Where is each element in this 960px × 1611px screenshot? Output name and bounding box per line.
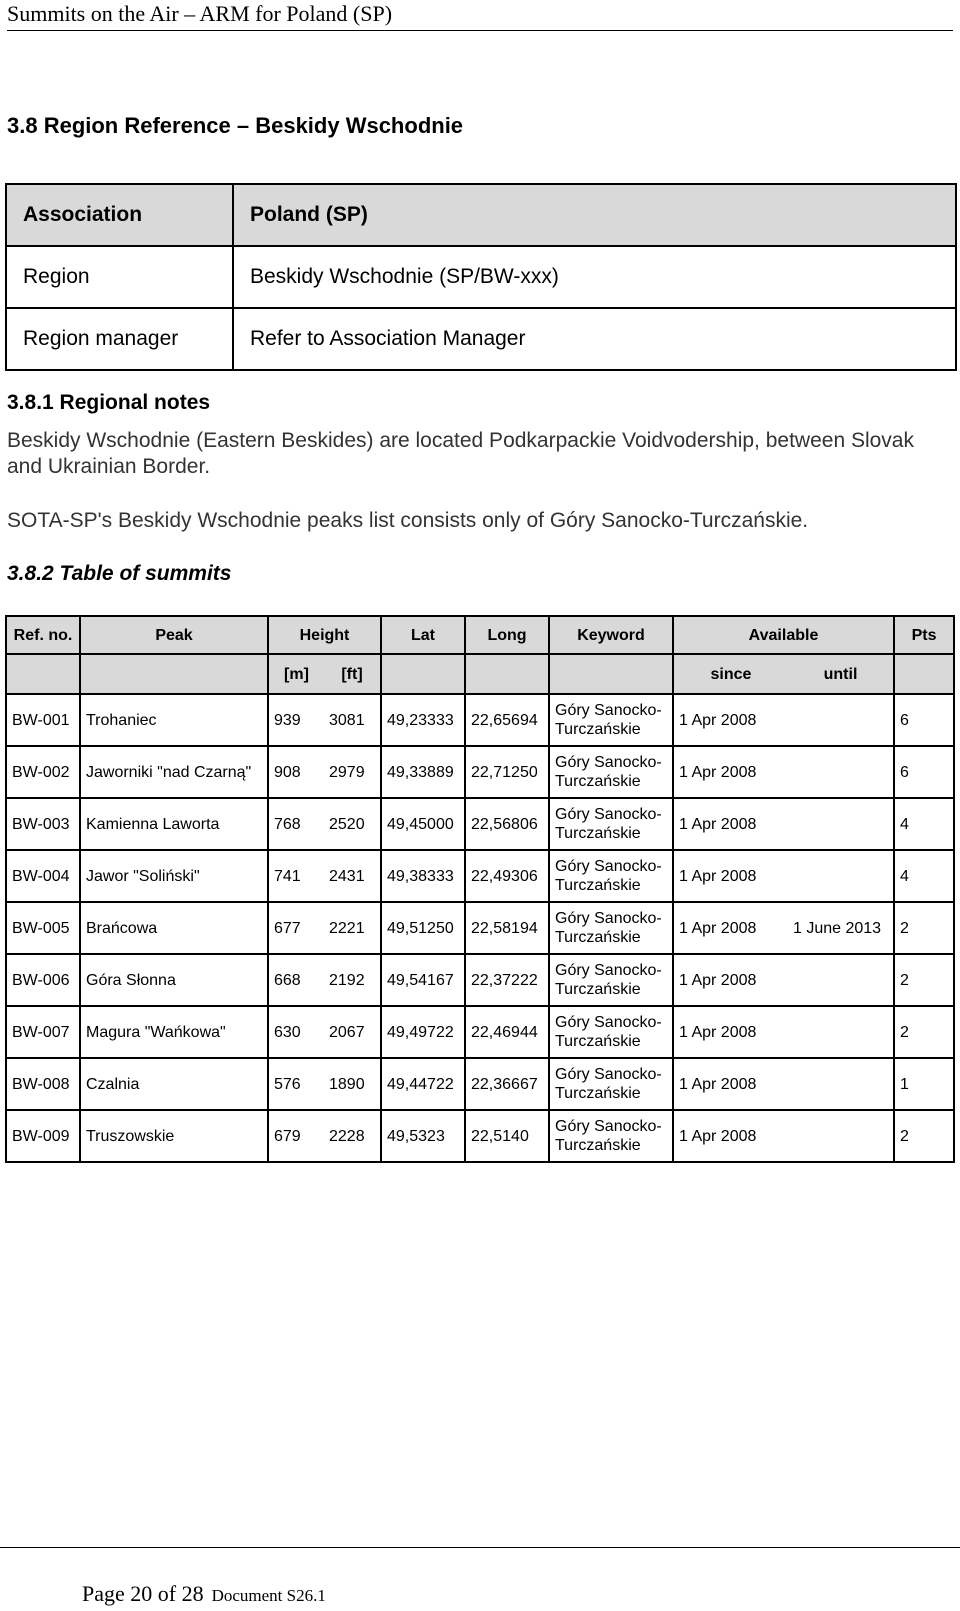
cell-long: 22,36667 [465, 1058, 549, 1110]
cell-since: 1 Apr 2008 [673, 694, 788, 746]
cell-peak: Góra Słonna [80, 954, 268, 1006]
header-cell-empty [894, 654, 954, 694]
cell-peak: Truszowskie [80, 1110, 268, 1162]
cell-lat: 49,45000 [381, 798, 465, 850]
header-cell-empty [549, 654, 673, 694]
cell-ref: BW-004 [6, 850, 80, 902]
cell-pts: 4 [894, 850, 954, 902]
region-manager-value: Refer to Association Manager [233, 308, 956, 370]
header-cell-empty [6, 654, 80, 694]
cell-lat: 49,38333 [381, 850, 465, 902]
cell-long: 22,37222 [465, 954, 549, 1006]
summits-table [5, 615, 955, 1163]
cell-since: 1 Apr 2008 [673, 954, 788, 1006]
cell-peak: Czalnia [80, 1058, 268, 1110]
cell-long: 22,56806 [465, 798, 549, 850]
col-long-header: Long [465, 616, 549, 654]
table-row [6, 1058, 954, 1110]
cell-ref: BW-003 [6, 798, 80, 850]
cell-lat: 49,5323 [381, 1110, 465, 1162]
col-lat-header: Lat [381, 616, 465, 654]
document-header [7, 0, 953, 31]
col-m-header: [m] [268, 654, 324, 694]
cell-peak: Jaworniki "nad Czarną" [80, 746, 268, 798]
cell-since: 1 Apr 2008 [673, 746, 788, 798]
cell-height-ft: 3081 [324, 694, 381, 746]
cell-until [788, 694, 894, 746]
document-header-title: Summits on the Air – ARM for Poland (SP) [7, 1, 393, 26]
cell-height-m: 939 [268, 694, 324, 746]
cell-height-ft: 2192 [324, 954, 381, 1006]
regional-notes-paragraph-1: Beskidy Wschodnie (Eastern Beskides) are located Podkarpackie Voidvodership, between Slovak and Ukrainian Border. [7, 429, 914, 478]
cell-height-m: 677 [268, 902, 324, 954]
col-peak-header: Peak [80, 616, 268, 654]
cell-lat: 49,49722 [381, 1006, 465, 1058]
page-footer [82, 1582, 326, 1609]
association-table [5, 183, 957, 371]
cell-peak: Kamienna Laworta [80, 798, 268, 850]
association-label: Association [6, 184, 233, 246]
region-row [6, 246, 956, 308]
summits-header-row-2 [6, 654, 954, 694]
cell-height-m: 741 [268, 850, 324, 902]
cell-peak: Brańcowa [80, 902, 268, 954]
cell-pts: 6 [894, 746, 954, 798]
cell-pts: 2 [894, 1006, 954, 1058]
cell-keyword: Góry Sanocko-Turczańskie [549, 850, 673, 902]
cell-height-m: 908 [268, 746, 324, 798]
header-cell-empty [80, 654, 268, 694]
cell-long: 22,49306 [465, 850, 549, 902]
region-label: Region [6, 246, 233, 308]
cell-since: 1 Apr 2008 [673, 798, 788, 850]
cell-lat: 49,23333 [381, 694, 465, 746]
regional-notes-heading: 3.8.1 Regional notes [7, 391, 211, 414]
cell-height-ft: 2520 [324, 798, 381, 850]
cell-ref: BW-006 [6, 954, 80, 1006]
summits-header-row-1 [6, 616, 954, 654]
cell-keyword: Góry Sanocko-Turczańskie [549, 954, 673, 1006]
cell-lat: 49,54167 [381, 954, 465, 1006]
cell-keyword: Góry Sanocko-Turczańskie [549, 902, 673, 954]
cell-until [788, 798, 894, 850]
cell-pts: 6 [894, 694, 954, 746]
cell-ref: BW-002 [6, 746, 80, 798]
cell-height-m: 668 [268, 954, 324, 1006]
cell-pts: 2 [894, 954, 954, 1006]
cell-until [788, 1058, 894, 1110]
cell-height-ft: 1890 [324, 1058, 381, 1110]
cell-long: 22,71250 [465, 746, 549, 798]
col-keyword-header: Keyword [549, 616, 673, 654]
cell-height-ft: 2431 [324, 850, 381, 902]
col-height-header: Height [268, 616, 381, 654]
cell-height-m: 630 [268, 1006, 324, 1058]
cell-since: 1 Apr 2008 [673, 902, 788, 954]
cell-long: 22,5140 [465, 1110, 549, 1162]
cell-ref: BW-007 [6, 1006, 80, 1058]
cell-height-m: 679 [268, 1110, 324, 1162]
cell-until [788, 746, 894, 798]
cell-peak: Jawor "Soliński" [80, 850, 268, 902]
cell-lat: 49,44722 [381, 1058, 465, 1110]
cell-pts: 4 [894, 798, 954, 850]
cell-ref: BW-008 [6, 1058, 80, 1110]
col-available-header: Available [673, 616, 894, 654]
cell-long: 22,58194 [465, 902, 549, 954]
table-row [6, 746, 954, 798]
cell-lat: 49,51250 [381, 902, 465, 954]
association-value: Poland (SP) [233, 184, 956, 246]
cell-height-ft: 2221 [324, 902, 381, 954]
col-ref-header: Ref. no. [6, 616, 80, 654]
cell-keyword: Góry Sanocko-Turczańskie [549, 1110, 673, 1162]
cell-ref: BW-009 [6, 1110, 80, 1162]
table-row [6, 798, 954, 850]
region-value: Beskidy Wschodnie (SP/BW-xxx) [233, 246, 956, 308]
cell-ref: BW-005 [6, 902, 80, 954]
cell-height-ft: 2067 [324, 1006, 381, 1058]
cell-height-m: 768 [268, 798, 324, 850]
cell-until [788, 1110, 894, 1162]
cell-peak: Trohaniec [80, 694, 268, 746]
table-row [6, 850, 954, 902]
summits-table-heading: 3.8.2 Table of summits [7, 562, 232, 585]
cell-height-ft: 2228 [324, 1110, 381, 1162]
cell-since: 1 Apr 2008 [673, 1058, 788, 1110]
cell-pts: 2 [894, 1110, 954, 1162]
footer-divider [0, 1547, 960, 1548]
col-pts-header: Pts [894, 616, 954, 654]
cell-height-ft: 2979 [324, 746, 381, 798]
table-row [6, 694, 954, 746]
cell-keyword: Góry Sanocko-Turczańskie [549, 1006, 673, 1058]
cell-pts: 2 [894, 902, 954, 954]
header-cell-empty [465, 654, 549, 694]
page-number: Page 20 of 28 [82, 1581, 204, 1606]
cell-lat: 49,33889 [381, 746, 465, 798]
cell-since: 1 Apr 2008 [673, 1006, 788, 1058]
cell-keyword: Góry Sanocko-Turczańskie [549, 1058, 673, 1110]
cell-long: 22,46944 [465, 1006, 549, 1058]
cell-keyword: Góry Sanocko-Turczańskie [549, 746, 673, 798]
cell-pts: 1 [894, 1058, 954, 1110]
region-manager-row [6, 308, 956, 370]
regional-notes-paragraph-2: SOTA-SP's Beskidy Wschodnie peaks list consists only of Góry Sanocko-Turczańskie. [7, 509, 809, 532]
cell-since: 1 Apr 2008 [673, 1110, 788, 1162]
section-title: 3.8 Region Reference – Beskidy Wschodnie [7, 113, 464, 138]
table-row [6, 1006, 954, 1058]
table-row [6, 902, 954, 954]
cell-until [788, 850, 894, 902]
header-cell-empty [381, 654, 465, 694]
table-row [6, 1110, 954, 1162]
association-row [6, 184, 956, 246]
cell-keyword: Góry Sanocko-Turczańskie [549, 694, 673, 746]
cell-height-m: 576 [268, 1058, 324, 1110]
col-until-header: until [788, 654, 894, 694]
col-ft-header: [ft] [324, 654, 381, 694]
document-id: Document S26.1 [211, 1586, 326, 1605]
cell-keyword: Góry Sanocko-Turczańskie [549, 798, 673, 850]
cell-peak: Magura "Wańkowa" [80, 1006, 268, 1058]
table-row [6, 954, 954, 1006]
cell-ref: BW-001 [6, 694, 80, 746]
cell-long: 22,65694 [465, 694, 549, 746]
cell-until: 1 June 2013 [788, 902, 894, 954]
col-since-header: since [673, 654, 788, 694]
region-manager-label: Region manager [6, 308, 233, 370]
cell-until [788, 954, 894, 1006]
cell-until [788, 1006, 894, 1058]
cell-since: 1 Apr 2008 [673, 850, 788, 902]
